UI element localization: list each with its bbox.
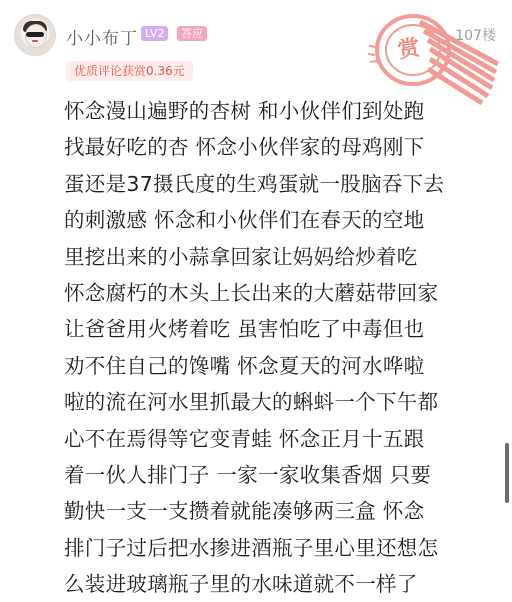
reward-tag: 优质评论获赏0.36元 — [66, 61, 193, 81]
body-line: 蛋还是37摄氏度的生鸡蛋就一股脑吞下去 — [64, 171, 445, 196]
reply-badge: 答应 — [177, 26, 207, 41]
avatar[interactable] — [14, 14, 56, 56]
body-line: 啦的流在河水里抓最大的蝌蚪一个下午都 — [64, 390, 439, 415]
avatar-mouth — [32, 40, 38, 42]
floor-number: 107楼 — [455, 28, 496, 44]
level-badge: LV2 — [141, 26, 168, 41]
body-line: 让爸爸用火烤着吃 虽害怕吃了中毒但也 — [64, 317, 425, 342]
body-line: 里挖出来的小蒜拿回家让妈妈给炒着吃 — [64, 244, 418, 269]
body-line: 么装进玻璃瓶子里的水味道就不一样了 — [64, 572, 418, 597]
body-line: 勤快一支一支攒着就能凑够两三盒 怀念 — [64, 499, 425, 524]
body-line: 劝不住自己的馋嘴 怀念夏天的河水哗啦 — [64, 353, 425, 378]
body-line: 的刺激感 怀念和小伙伴们在春天的空地 — [64, 208, 425, 233]
scrollbar[interactable] — [505, 443, 509, 503]
stamp-label: 赏 — [396, 35, 422, 64]
body-line: 排门子过后把水掺进酒瓶子里心里还想怎 — [64, 535, 439, 560]
body-line: 着一伙人排门子 一家一家收集香烟 只要 — [64, 462, 432, 487]
body-line: 怀念腐朽的木头上长出来的大蘑菇带回家 — [64, 280, 439, 305]
avatar-glasses — [26, 32, 44, 37]
body-line: 怀念漫山遍野的杏树 和小伙伴们到处跑 — [64, 99, 425, 123]
body-line: 心不在焉得等它变青蛙 怀念正月十五跟 — [64, 426, 425, 451]
body-line: 找最好吃的杏 怀念小伙伴家的母鸡刚下 — [64, 135, 425, 160]
comment-body — [64, 93, 504, 602]
username[interactable]: 小小布丁 — [66, 29, 138, 49]
